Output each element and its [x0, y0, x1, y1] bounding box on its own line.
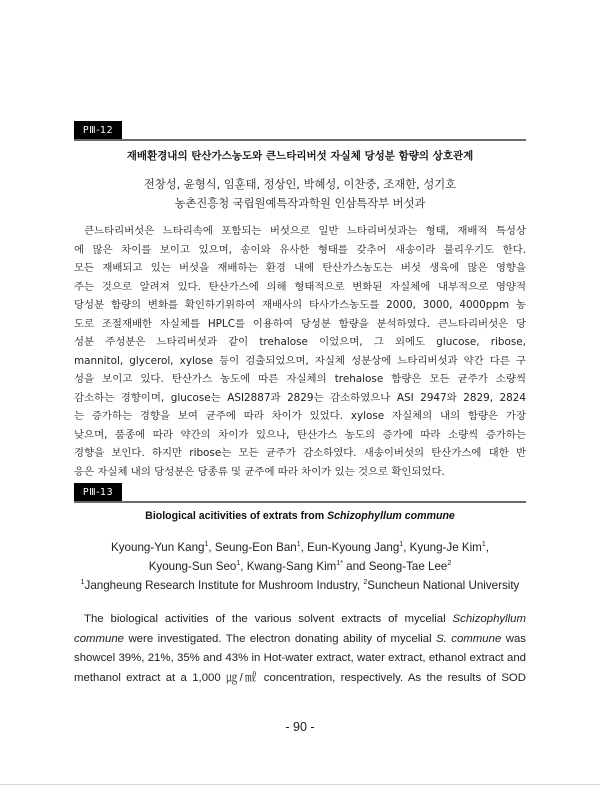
- abstract-line: showcel 39%, 21%, 35% and 43% in Hot-water extract, water extract, ethanol extract and: [74, 652, 526, 664]
- section-title: Biological acitivities of extrats from Schizophyllum commune: [145, 510, 455, 522]
- abstract-body: [74, 610, 526, 688]
- abstract-line: 당성분 함량의 변화를 확인하기위하여 재배사의 타사가스농도를 2000, 3000, 4000ppm 농: [74, 299, 526, 311]
- abstract-line: The biological activities of the various solvent extracts of mycelial Schizophyllum: [84, 613, 526, 625]
- affiliation: 농촌진흥청 국립원예특작과학원 인삼특작부 버섯과: [174, 197, 426, 210]
- abstract-line: 도로 조절재배한 자실체를 HPLC를 이용하여 당성분 함량을 분석하였다. 큰느타리버섯은 당: [74, 317, 526, 330]
- author-name: Eun-Kyoung Jang$^1$: [307, 541, 404, 554]
- author-list: Kyoung-Sun Seo$^1$, Kwang-Sang Kim$^{1*}$ and Seong-Tae Lee$^2$: [148, 560, 452, 573]
- affiliation: $^1$Jangheung Research Institute for Mushroom Industry, $^2$Suncheun National University: [80, 579, 520, 592]
- page-number: - 90 -: [285, 720, 315, 734]
- author-name: Seong-Tae Lee$^2$: [368, 560, 452, 573]
- abstract-line: 감소하는 경향이며, glucose는 ASI2887과 2829는 감소하였으나 ASI 2947와 2829, 2824: [74, 391, 526, 404]
- author-name: Kyoung-Sun Seo$^1$: [148, 560, 241, 573]
- abstract-line: mannitol, glycerol, xylose 등이 검출되었으며, 자실체 성분상에 느타리버섯과 약간 다른 구: [74, 354, 526, 367]
- abstract-line: 응은 자실체 내의 당성분은 당종류 및 균주에 따라 차이가 있는 것으로 확인되었다.: [74, 465, 445, 478]
- section-badge: PⅢ-13: [74, 483, 122, 502]
- abstract-line: 경향을 보인다. 하지만 ribose는 모든 균주가 감소하였다. 새송이버섯의 탄산가스에 대한 반: [74, 447, 526, 459]
- abstract-line: 성분 주성분은 느타리버섯과 같이 trehalose 이었으며, 그 외에도 glucose, ribose,: [74, 336, 526, 348]
- section-divider: [74, 501, 526, 503]
- author-list: 전창성, 윤형식, 임훈태, 정상인, 박혜성, 이찬중, 조재한, 성기호: [143, 178, 457, 191]
- author-name: Kwang-Sang Kim$^{1*}$: [246, 560, 343, 573]
- author-name: Kyoung-Yun Kang$^1$: [111, 541, 209, 554]
- abstract-line: 모든 재배되고 있는 버섯을 재배하는 환경 내에 탄산가스농도는 버섯 생육에 많은 영향을: [74, 262, 526, 274]
- abstract-line: 성을 보이고 있다. 탄산가스 농도에 따른 자실체의 trehalose 함량은 모든 균주가 소량씩: [74, 373, 526, 385]
- abstract-body: [74, 222, 526, 481]
- abstract-line: methanol extract at a 1,000 ㎍/㎖ concentration, respectively. As the results of SOD: [74, 671, 526, 684]
- abstract-line: 큰느타리버섯은 느타리속에 포함되는 버섯으로 일반 느타리버섯과는 형태, 재배적 특성상: [84, 225, 526, 237]
- section-divider: [74, 139, 526, 141]
- section-badge: PⅢ-12: [74, 121, 122, 140]
- author-name: Seung-Eon Ban$^1$: [214, 541, 301, 554]
- author-name: Kyung-Je Kim$^1$: [409, 541, 486, 554]
- abstract-line: 에 많은 차이를 보이고 있으며, 송이와 유사한 형태를 갖추어 새송이라 불리우기도 한다.: [74, 243, 526, 256]
- section-title: 재배환경내의 탄산가스농도와 큰느타리버섯 자실체 당성분 함량의 상호관계: [126, 150, 474, 162]
- abstract-line: 낮으며, 품종에 따라 약간의 차이가 있으나, 탄산가스 농도의 증가에 따라 소량씩 증가하는: [74, 428, 526, 441]
- abstract-line: 주는 것으로 알려져 있다. 탄산가스에 의해 형태적으로 변화된 자실체에 내부적으로 영양적: [74, 280, 526, 293]
- abstract-line: commune were investigated. The electron donating ability of mycelial S. commune was: [74, 632, 526, 645]
- author-list: Kyoung-Yun Kang$^1$, Seung-Eon Ban$^1$, Eun-Kyoung Jang$^1$, Kyung-Je Kim$^1$,: [111, 541, 489, 554]
- footer-divider: [0, 784, 600, 785]
- abstract-line: 는 증가하는 경향을 보여 균주에 따라 차이가 있었다. xylose 자실체의 내의 함량은 가장: [74, 410, 526, 422]
